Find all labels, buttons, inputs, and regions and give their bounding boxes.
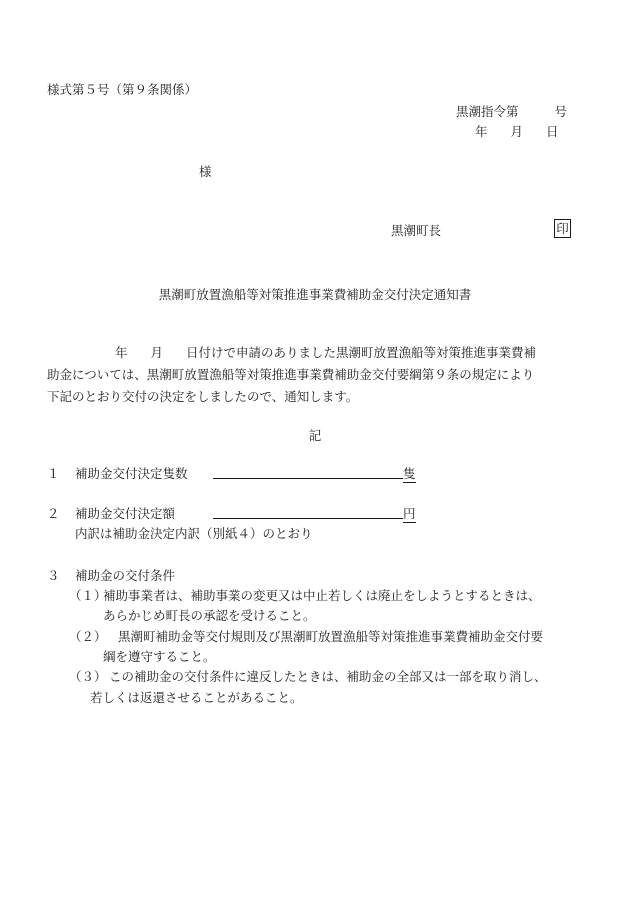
issue-date-year: 年 <box>475 124 488 139</box>
reference-number <box>456 102 567 120</box>
conditions-title: 補助金の交付条件 <box>75 568 176 583</box>
item-vessel-count <box>47 464 416 483</box>
condition-marker: （３） <box>69 669 107 684</box>
item-label: 補助金交付決定額 <box>75 506 176 521</box>
condition-text: 補助事業者は、補助事業の変更又は中止若しくは廃止をしようとするときは、 <box>103 588 541 603</box>
item-unit: 円 <box>403 506 416 521</box>
addressee-suffix: 様 <box>199 164 212 179</box>
condition-2-continued: 綱を遵守すること。 <box>103 649 216 664</box>
document-title: 黒潮町放置漁船等対策推進事業費補助金交付決定通知書 <box>158 287 472 302</box>
body-paragraph <box>47 342 583 408</box>
body-line-1-text: 日付けで申請のありました黒潮町放置漁船等対策推進事業費補 <box>186 345 537 360</box>
condition-marker: （２） <box>69 629 107 644</box>
issue-date-day: 日 <box>546 124 559 139</box>
item-subsidy-amount <box>47 504 416 523</box>
item-unit: 隻 <box>403 466 416 481</box>
condition-3-continued: 若しくは返還させることがあること。 <box>90 690 303 705</box>
issue-date-month: 月 <box>510 124 524 139</box>
condition-text: この補助金の交付条件に違反したときは、補助金の全部又は一部を取り消し、 <box>109 669 547 684</box>
condition-3 <box>69 667 547 685</box>
body-line-3: 下記のとおり交付の決定をしましたので、通知します。 <box>47 389 359 404</box>
breakdown-note: 内訳は補助金決定内訳（別紙４）のとおり <box>75 526 313 541</box>
conditions-number: ３ <box>47 568 60 583</box>
issue-date <box>475 122 559 140</box>
body-line-2: 助金については、黒潮町放置漁船等対策推進事業費補助金交付要綱第９条の規定により <box>47 367 535 382</box>
item-number: ２ <box>47 506 60 521</box>
reference-number-prefix: 黒潮指令第 <box>456 104 519 119</box>
item-number: １ <box>47 466 60 481</box>
condition-text: 黒潮町補助金等交付規則及び黒潮町放置漁船等対策推進事業費補助金交付要 <box>118 629 544 644</box>
body-month: 月 <box>150 345 164 360</box>
item-label: 補助金交付決定隻数 <box>75 466 188 481</box>
condition-1 <box>69 586 541 604</box>
reference-number-suffix: 号 <box>554 104 568 119</box>
body-year: 年 <box>115 345 128 360</box>
conditions-heading <box>47 566 175 584</box>
condition-2 <box>69 627 543 645</box>
ki-marker: 記 <box>308 428 322 443</box>
condition-marker: （１） <box>69 588 107 603</box>
condition-1-continued: あらかじめ町長の承認を受けること。 <box>103 608 316 623</box>
subsidy-amount-blank <box>213 504 403 519</box>
seal-mark: 印 <box>554 219 571 238</box>
form-label: 様式第５号（第９条関係） <box>47 82 198 97</box>
body-line-1 <box>47 342 583 364</box>
issuer-title: 黒潮町長 <box>391 223 442 238</box>
vessel-count-blank <box>213 464 403 479</box>
